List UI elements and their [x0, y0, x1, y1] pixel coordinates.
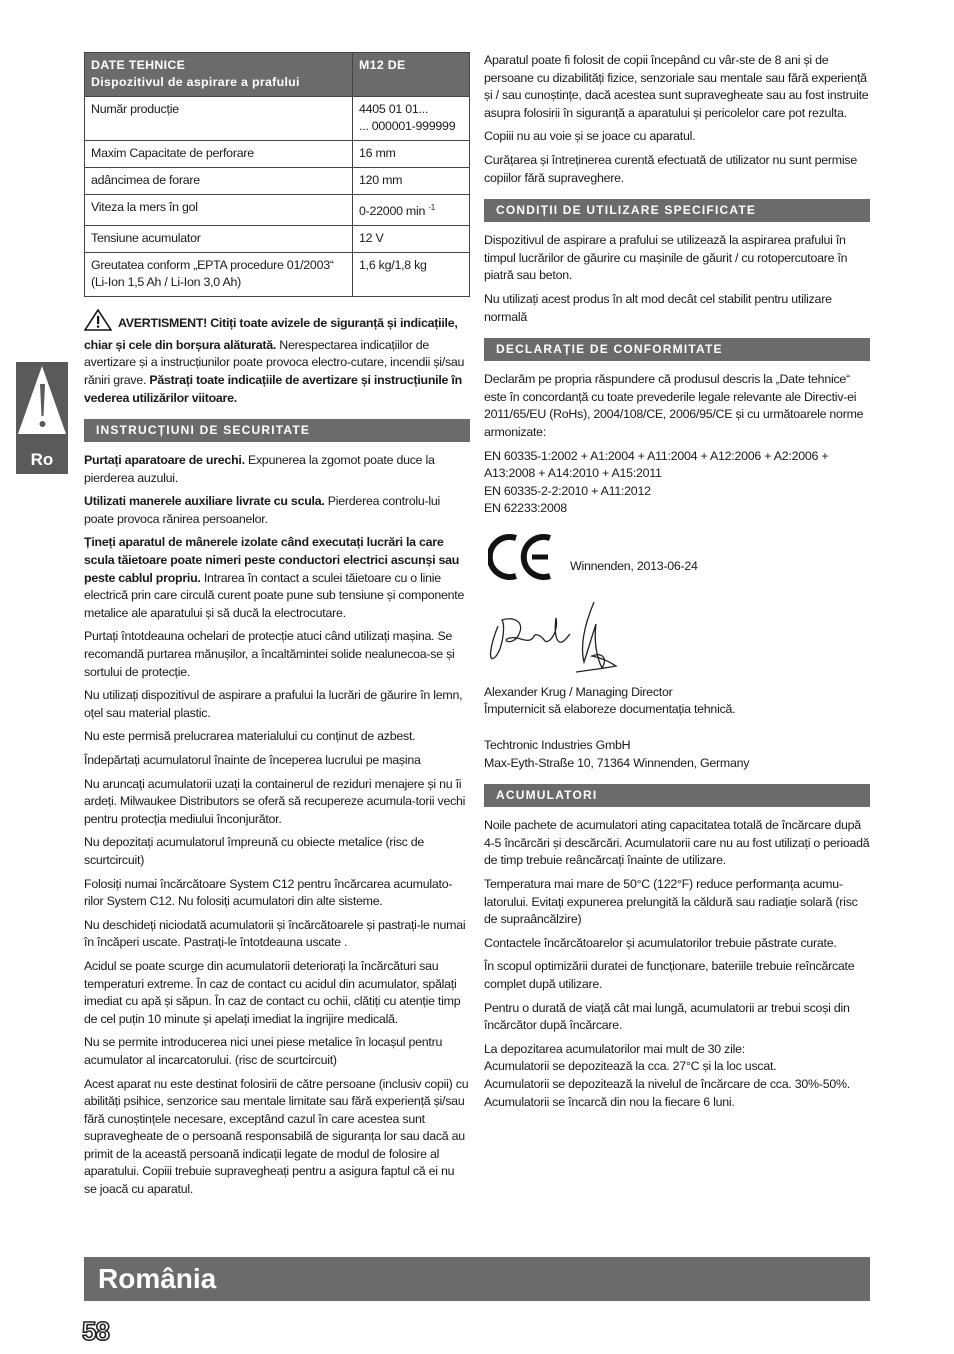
- paragraph: Curățarea și întreținerea curentă efectuată de utilizator nu sunt permise copiilor fără supraveghere.: [484, 152, 857, 185]
- paragraph: În scopul optimizării duratei de funcționare, bateriile trebuie reîncărcate complet după utilizare.: [484, 959, 855, 991]
- warning-triangle-icon: [84, 309, 112, 337]
- footer-title: România: [98, 1263, 217, 1294]
- paragraph: Nu depozitați acumulatorul împreună cu obiecte metalice (risc de scurtcircuit): [84, 835, 425, 867]
- paragraph: Copiii nu au voie și se joace cu aparatul.: [484, 129, 696, 144]
- paragraph: Noile pachete de acumulatori ating capacitatea totală de încărcare după 4-5 încărcări și descărcări. Acumulatorii care nu au fost utilizați o perioadă de timp trebuie reâncărcați înainte de utilizare.: [484, 818, 870, 868]
- section-heading-declaration: DECLARAȚIE DE CONFORMITATE: [484, 338, 870, 361]
- table-row: Tensiune acumulator 12 V: [85, 226, 470, 253]
- paragraph: Nu deschideți niciodată acumulatorii și încărcătoarele și pastrați-le numai în încăperi uscate. Pastrați-le întotdeauna uscate .: [84, 917, 466, 950]
- paragraph: Dispozitivul de aspirare a prafului se utilizează la aspirarea prafului în timpul lucrărilor de găurire cu mașinile de găurit / cu rotopercutoare în piatră sau beton.: [484, 233, 848, 283]
- signer-name: Alexander Krug / Managing Director: [484, 684, 673, 699]
- warning-exclamation-icon: [16, 362, 68, 442]
- table-header-left: DATE TEHNICE Dispozitivul de aspirare a prafului: [85, 53, 353, 97]
- paragraph: Nu este permisă prelucrarea materialului cu conținut de azbest.: [84, 729, 416, 744]
- warning-block: AVERTISMENT! Citiți toate avizele de siguranță și indicațiile, chiar și cele din borșura alăturată. Nerespectarea indicațiilor de avertizare și a instrucțiunilor poate provoca electro-cutare, incendii și/sau răniri grave. Păstrați toate indicațiile de avertizare și instrucțiunile în vederea utilizărilor viitoare.: [84, 309, 470, 407]
- paragraph: Acest aparat nu este destinat folosirii de către persoane (inclusiv copii) cu abilități psihice, senzorice sau mentale limitate sau fără experiență și/sau fără cunoștințele necesare, exceptând cazul în care acestea sunt supravegheate de o persoană responsabilă de siguranța lor sau dacă au primit de la această persoană indicații legate de modul de folosire al aparatului. Copiii trebuie supravegheați pentru a asigura faptul că ei nu se joacă cu aparatul.: [84, 1076, 469, 1197]
- ce-mark-icon: [488, 532, 554, 582]
- paragraph: Contactele încărcătoarelor și acumulatorilor trebuie păstrate curate.: [484, 935, 837, 950]
- right-column: [484, 52, 870, 1111]
- left-column: DATE TEHNICE Dispozitivul de aspirare a prafului M12 DE Număr producție 4405 01 01... ... 000001-999999 Maxim Capacitate de perforare 16 mm adâncimea de forare 120 mm Viteza la mers în gol 0-22000 min $^{-1}$ Tensiune acumulator 12 V Greutatea conform „EPTA procedure 01/2003“ (Li-Ion 1,5 Ah / Li-Ion 3,0 Ah) 1,6 kg/1,8 kg AVERTISMENT! Citiți toate avizele de siguranță și indicațiile, chiar și cele din borșura alăturată. Nerespectarea indicațiilor de avertizare și a instrucțiunilor poate provoca electro-cutare, incendii și/sau răniri grave. Păstrați toate indicațiile de avertizare și instrucțiunile în vederea utilizărilor viitoare. INSTRUCȚIUNI DE SECURITATE Purtați aparatoare de urechi. Expunerea la zgomot poate duce la pierderea auzului. Utilizati manerele auxiliare livrate cu scula. Pierderea controlu-lui poate provoca rănirea persoanelor. Țineți aparatul de mânerele izolate când executați lucrări la care scula tăietoare poate nimeri peste conductori electrici ascunși sau peste cablul propriu. Intrarea în contact a sculei tăietoare cu o linie electrică prin care circulă curent poate pune sub tensiune și componente metalice ale aparatului și să ducă la electrocutare. Purtați întotdeauna ochelari de protecție atuci când utilizați mașina. Se recomandă purtarea mănușilor, a încaltămintei solide nealunecoa-se și sortului de protecție. Nu utilizați dispozitivul de aspirare a prafului la lucrări de găurire în lemn, oțel sau material plastic. Nu este permisă prelucrarea materialului cu conținut de azbest. Îndepărtați acumulatorul înainte de începerea lucrului pe mașina Nu aruncați acumulatorii uzați la containerul de reziduri menajere și nu îi ardeți. Milwaukee Distributors se oferă să recupereze acumula-torii vechi pentru protecția mediului înconjurător. Nu depozitați acumulatorul împreună cu obiecte metalice (risc de scurtcircuit) Folosiți numai încărcătoare System C12 pentru încărcarea acumulato-rilor System C12. Nu folosiți acumulatori din alte sisteme. Nu deschideți niciodată acumulatorii și încărcătoarele și pastrați-le numai în încăperi uscate. Pastrați-le întotdeauna uscate . Acidul se poate scurge din acumulatorii deteriorați la încărcături sau temperaturi extreme. În caz de contact cu acidul din acumulator, spălați imediat cu apă și săpun. În caz de contact cu ochii, clătiți cu atenție timp de cel puțin 10 minute și apelați imediat la ingrijire medicală. Nu se permite introducerea nici unei piese metalice în locașul pentru acumulator al incarcatorului. (risc de scurtcircuit) Acest aparat nu este destinat folosirii de către persoane (inclusiv copii) cu abilități psihice, senzorice sau mentale limitate sau fără experiență și/sau fără cunoștințele necesare, exceptând cazul în care acestea sunt supravegheate de o persoană responsabilă de siguranța lor sau dacă au primit de la această persoană indicații legate de modul de folosire al aparatului. Copiii trebuie supravegheați pentru a asigura faptul că ei nu se joacă cu aparatul.: [84, 52, 470, 1205]
- table-row: Viteza la mers în gol 0-22000 min $^{-1}$: [85, 195, 470, 226]
- ce-row: [484, 532, 870, 592]
- paragraph: Purtați întotdeauna ochelari de protecție atuci când utilizați mașina. Se recomandă purtarea mănușilor, a încaltămintei solide nealunecoa-se și sortului de protecție.: [84, 629, 455, 679]
- section-heading-conditions: CONDIȚII DE UTILIZARE SPECIFICATE: [484, 199, 870, 222]
- company-address: Max-Eyth-Straße 10, 71364 Winnenden, Germany: [484, 755, 750, 770]
- paragraph: Declarăm pe propria răspundere că produsul descris la „Date tehnice“ este în concordanță cu toate prevederile legale relevante ale Directiv-ei 2011/65/EU (RoHs), 2004/108/CE, 2006/95/CE și cu următoarele norme armonizate:: [484, 372, 864, 439]
- table-row: Număr producție 4405 01 01... ... 000001-999999: [85, 97, 470, 141]
- technical-data-table: [84, 52, 470, 297]
- footer-language-bar: [84, 1257, 870, 1301]
- signature-image: [484, 596, 870, 680]
- paragraph: Nu se permite introducerea nici unei piese metalice în locașul pentru acumulator al incarcatorului. (risc de scurtcircuit): [84, 1035, 443, 1067]
- table-row: Maxim Capacitate de perforare 16 mm: [85, 141, 470, 168]
- paragraph: Nu utilizați dispozitivul de aspirare a prafului la lucrări de găurire în lemn, oțel sau material plastic.: [84, 688, 463, 720]
- paragraph: Pentru o durată de viață cât mai lungă, acumulatorii ar trebui scoși din încărcător după încărcare.: [484, 1000, 850, 1033]
- place-date: Winnenden, 2013-06-24: [570, 558, 698, 573]
- company-name: Techtronic Industries GmbH: [484, 738, 631, 753]
- paragraph: Acidul se poate scurge din acumulatorii deteriorați la încărcături sau temperaturi extreme. În caz de contact cu acidul din acumulator, spălați imediat cu apă și săpun. În caz de contact cu ochii, clătiți cu atenție timp de cel puțin 10 minute și apelați imediat la ingrijire medicală.: [84, 958, 461, 1026]
- language-label: Ro: [30, 450, 54, 469]
- table-header-model: M12 DE: [353, 53, 470, 97]
- paragraph: Folosiți numai încărcătoare System C12 pentru încărcarea acumulato-rilor System C12. Nu folosiți acumulatori din alte sisteme.: [84, 876, 453, 909]
- language-side-tab: [16, 362, 68, 474]
- storage-notes: La depozitarea acumulatorilor mai mult de 30 zile: Acumulatorii se depozitează la cca. 27°C și la loc uscat. Acumulatorii se depozitează la nivelul de încărcare de cca. 30%-50%. Acumulatorii se încarcă din nou la fiecare 6 luni.: [484, 1041, 850, 1109]
- section-heading-safety: INSTRUCȚIUNI DE SECURITATE: [84, 419, 470, 442]
- authorized-note: Împuternicit să elaboreze documentația tehnică.: [484, 702, 736, 717]
- table-row: adâncimea de forare 120 mm: [85, 168, 470, 195]
- section-heading-batteries: ACUMULATORI: [484, 784, 870, 807]
- page-number: 58: [82, 1316, 109, 1346]
- standards-list: EN 60335-1:2002 + A1:2004 + A11:2004 + A12:2006 + A2:2006 + A13:2008 + A14:2010 + A15:2011 EN 60335-2-2:2010 + A11:2012 EN 62233:2008: [484, 448, 829, 516]
- paragraph: Nu utilizați acest produs în alt mod decât cel stabilit pentru utilizare normală: [484, 291, 832, 324]
- table-row: Greutatea conform „EPTA procedure 01/2003“ (Li-Ion 1,5 Ah / Li-Ion 3,0 Ah) 1,6 kg/1,8 kg: [85, 253, 470, 297]
- paragraph: Îndepărtați acumulatorul înainte de începerea lucrului pe mașina: [84, 753, 421, 767]
- paragraph: Aparatul poate fi folosit de copii începând cu vâr-ste de 8 ani și de persoane cu dizabilități fizice, senzoriale sau mentale sau fără experiență și / sau cunoștințe, dacă acestea sunt supravegheate sau au fost instruite asupra folosirii în siguranță a aparatului și pericolelor care pot rezulta.: [484, 53, 869, 120]
- paragraph: Nu aruncați acumulatorii uzați la containerul de reziduri menajere și nu îi ardeți. Milwaukee Distributors se oferă să recupereze acumula-torii vechi pentru protecția mediului înconjurător.: [84, 776, 466, 826]
- paragraph: Temperatura mai mare de 50°C (122°F) reduce performanța acumu-latorului. Evitați expunerea prelungită la căldură sau radiație solară (risc de supraâncălzire): [484, 877, 858, 927]
- table-header: [85, 53, 470, 97]
